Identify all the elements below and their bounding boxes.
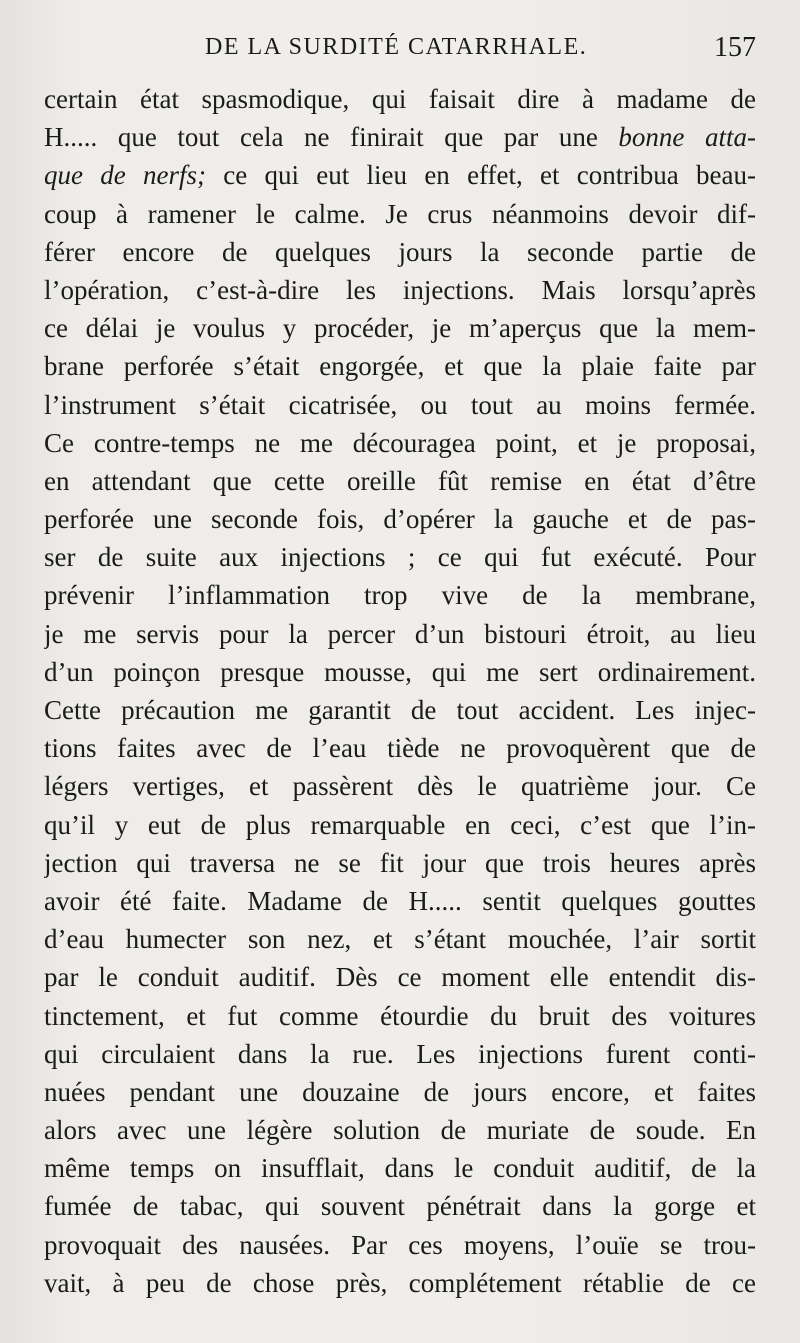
text-line: d’un poinçon presque mousse, qui me sert ordinairement. bbox=[44, 656, 756, 687]
text-line: jection qui traversa ne se fit jour que trois heures après bbox=[44, 847, 756, 878]
text-line: fumée de tabac, qui souvent pénétrait dans la gorge et bbox=[44, 1191, 756, 1222]
text-line: alors avec une légère solution de muriate de soude. En bbox=[44, 1115, 756, 1146]
text-line: tions faites avec de l’eau tiède ne provoquèrent que de bbox=[44, 733, 756, 764]
text-line: Ce contre-temps ne me découragea point, et je proposai, bbox=[44, 427, 756, 458]
text-line: Cette précaution me garantit de tout accident. Les injec- bbox=[44, 695, 756, 725]
text-line: même temps on insufflait, dans le conduit auditif, de la bbox=[44, 1153, 756, 1184]
running-title: DE LA SURDITÉ CATARRHALE. bbox=[205, 34, 588, 60]
text-line bbox=[44, 118, 756, 156]
text-line: brane perforée s’était engorgée, et que la plaie faite par bbox=[44, 351, 756, 382]
text-line: férer encore de quelques jours la seconde partie de bbox=[44, 236, 756, 267]
text-line: tinctement, et fut comme étourdie du bruit des voitures bbox=[44, 1000, 756, 1031]
page-header bbox=[0, 34, 800, 64]
text-line: par le conduit auditif. Dès ce moment elle entendit dis- bbox=[44, 962, 756, 993]
body-text bbox=[44, 80, 756, 1302]
text-line: l’opération, c’est-à-dire les injections. Mais lorsqu’après bbox=[44, 274, 756, 305]
text-line bbox=[44, 156, 756, 194]
text-line: certain état spasmodique, qui faisait dire à madame de bbox=[44, 84, 756, 114]
page-number: 157 bbox=[714, 32, 756, 63]
text-line: en attendant que cette oreille fût remise en état d’être bbox=[44, 465, 756, 496]
text-line: je me servis pour la percer d’un bistouri étroit, au lieu bbox=[44, 618, 756, 649]
text-line: avoir été faite. Madame de H..... sentit quelques gouttes bbox=[44, 885, 756, 916]
text-line: provoquait des nausées. Par ces moyens, l’ouïe se trou- bbox=[44, 1229, 756, 1260]
text-line: perforée une seconde fois, d’opérer la gauche et de pas- bbox=[44, 504, 756, 535]
text-segment: ce qui eut lieu en effet, et contribua beau- bbox=[206, 160, 756, 191]
text-line: d’eau humecter son nez, et s’étant mouchée, l’air sortit bbox=[44, 924, 756, 955]
text-line: nuées pendant une douzaine de jours encore, et faites bbox=[44, 1076, 756, 1107]
text-segment: H..... que tout cela ne finirait que par une bbox=[44, 122, 598, 153]
text-line: coup à ramener le calme. Je crus néanmoins devoir dif- bbox=[44, 198, 756, 229]
text-line: qu’il y eut de plus remarquable en ceci, c’est que l’in- bbox=[44, 809, 756, 840]
text-line: qui circulaient dans la rue. Les injections furent conti- bbox=[44, 1038, 756, 1069]
italic-phrase: que de nerfs; bbox=[44, 160, 207, 191]
text-line: ser de suite aux injections ; ce qui fut exécuté. Pour bbox=[44, 542, 756, 573]
text-line: légers vertiges, et passèrent dès le quatrième jour. Ce bbox=[44, 771, 756, 802]
text-line: vait, à peu de chose près, complétement rétablie de ce bbox=[44, 1267, 756, 1298]
text-line: ce délai je voulus y procéder, je m’aperçus que la mem- bbox=[44, 313, 756, 344]
text-line: prévenir l’inflammation trop vive de la membrane, bbox=[44, 580, 756, 611]
text-line: l’instrument s’était cicatrisée, ou tout au moins fermée. bbox=[44, 389, 756, 420]
italic-phrase: bonne atta- bbox=[618, 122, 756, 153]
